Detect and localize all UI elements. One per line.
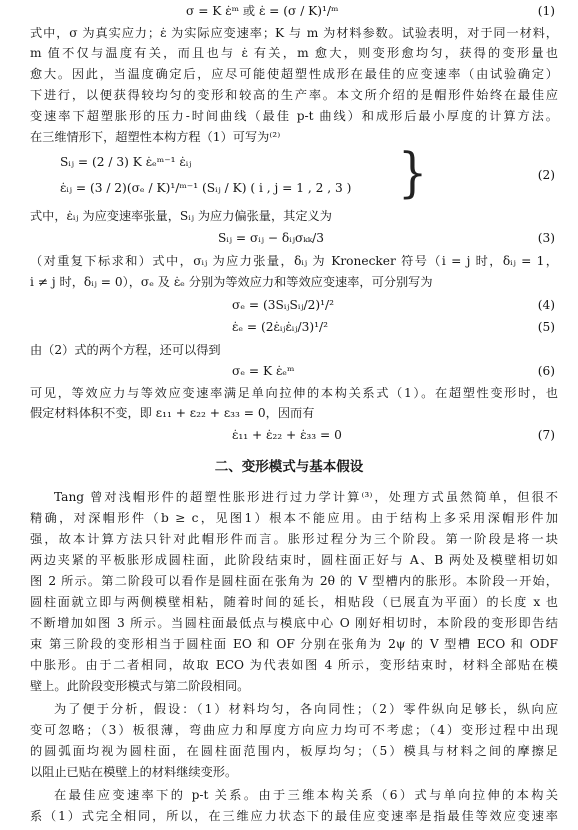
equation-1: σ = K ε̇ᵐ 或 ε̇ = (σ / K)¹/ᵐ xyxy=(186,4,339,18)
paragraph-1-line-2: m 值不仅与温度有关，而且也与 ε̇ 有关，m 愈大，则变形愈均匀，获得的变形量也 xyxy=(30,46,558,60)
paragraph-8-line-1: 在最佳应变速率下的 p-t 关系。由于三维本构关系（6）式与单向拉伸的本构关 xyxy=(54,788,558,802)
equation-7-number: (7) xyxy=(537,428,555,442)
paragraph-6-line-8: 束 第三阶段的变形相当于圆柱面 EO 和 OF 分别在张角为 2ψ 的 V 型槽 ECO 和 ODF xyxy=(30,637,558,651)
paragraph-6-line-7: 不断增加如图 3 所示。当圆柱面最低点与模底中心 O 刚好相切时，本阶段的变形即告结 xyxy=(30,616,558,630)
equation-3: Sᵢⱼ = σᵢⱼ − δᵢⱼσₖₖ/3 xyxy=(218,231,325,245)
equation-4: σₑ = (3SᵢⱼSᵢⱼ/2)¹/² xyxy=(232,298,335,312)
paragraph-1-line-5: 变速率下超塑胀形的压力-时间曲线（最佳 p-t 曲线）和成形后最小厚度的计算方法。 xyxy=(30,109,558,123)
section-heading: 二、变形模式与基本假设 xyxy=(214,459,364,475)
right-brace-icon: } xyxy=(398,141,428,204)
paragraph-6-line-1: Tang 曾对浅帽形件的超塑性胀形进行过力学计算⁽³⁾，处理方式虽然简单，但很不 xyxy=(54,490,558,504)
paragraph-6-line-4: 两边夹紧的平板胀形成圆柱面，此阶段结束时，圆柱面正好与 A、B 两处及模壁相切如 xyxy=(30,553,558,567)
equation-5-number: (5) xyxy=(537,320,555,334)
equation-2-line-1: Sᵢⱼ = (2 / 3) K ε̇ₑᵐ⁻¹ ε̇ᵢⱼ xyxy=(60,155,192,169)
paragraph-6-line-10: 壁上。此阶段变形模式与第二阶段相同。 xyxy=(30,679,250,693)
paragraph-5-line-1: 可见，等效应力与等效应变速率满足单向拉伸的本构关系式（1）。在超塑性变形时，也 xyxy=(30,386,558,400)
paragraph-6-line-3: 强，故本计算方法只针对此帽形件而言。胀形过程分为三个阶段。第一阶段是将一块 xyxy=(30,532,558,546)
equation-2-line-2: ε̇ᵢⱼ = (3 / 2)(σₑ / K)¹/ᵐ⁻¹ (Sᵢⱼ / K) ( i , j = 1 , 2 , 3 ) xyxy=(60,181,352,195)
equation-6: σₑ = K ε̇ₑᵐ xyxy=(232,364,295,378)
paragraph-1-line-1: 式中，σ 为真实应力；ε̇ 为实际应变速率；K 与 m 为材料参数。试验表明，对于同一材料， xyxy=(30,26,558,40)
paragraph-3-line-1: （对重复下标求和）式中，σᵢⱼ 为应力张量，δᵢⱼ 为 Kronecker 符号（i = j 时，δᵢⱼ = 1， xyxy=(30,254,558,268)
paragraph-1-line-6: 在三维情形下，超塑性本构方程（1）可写为⁽²⁾ xyxy=(30,130,281,144)
equation-2-number: (2) xyxy=(537,168,555,182)
paragraph-8-line-2: 系（1）式完全相同，所以，在三维应力状态下的最佳应变速率是指最佳等效应变速率 xyxy=(30,809,558,823)
equation-4-number: (4) xyxy=(537,298,555,312)
paragraph-1-line-4: 下进行，以便获得较均匀的变形和较高的生产率。本文所介绍的是帽形件始终在最佳应 xyxy=(30,88,558,102)
equation-7: ε̇₁₁ + ε̇₂₂ + ε̇₃₃ = 0 xyxy=(232,428,342,442)
equation-6-number: (6) xyxy=(537,364,555,378)
paragraph-6-line-2: 精确，对深帽形件（b ≥ c，见图1）根本不能应用。由于结构上多采用深帽形件加 xyxy=(30,511,558,525)
paragraph-4-line-1: 由（2）式的两个方程，还可以得到 xyxy=(30,343,221,357)
paragraph-7-line-1: 为了便于分析，假设：（1）材料均匀，各向同性；（2）零件纵向足够长，纵向应 xyxy=(54,702,558,716)
paragraph-7-line-3: 的圆弧面均视为圆柱面，在圆柱面范围内，板厚均匀；（5）模具与材料之间的摩擦足 xyxy=(30,744,558,758)
paragraph-2-line-1: 式中，ε̇ᵢⱼ 为应变速率张量，Sᵢⱼ 为应力偏张量，其定义为 xyxy=(30,209,332,223)
equation-5: ε̇ₑ = (2ε̇ᵢⱼε̇ᵢⱼ/3)¹/² xyxy=(232,320,328,334)
paragraph-3-line-2: i ≠ j 时，δᵢⱼ = 0），σₑ 及 ε̇ₑ 分别为等效应力和等效应变速率，可分别写为 xyxy=(30,275,433,289)
paragraph-1-line-3: 愈大。因此，当温度确定后，应尽可能使超塑性成形在最佳的应变速率（由试验确定） xyxy=(30,67,558,81)
paragraph-6-line-5: 图 2 所示。第二阶段可以看作是圆柱面在张角为 2θ 的 V 型槽内的胀形。本阶段一开始， xyxy=(30,574,558,588)
paragraph-6-line-6: 圆柱面就立即与两侧模壁相粘，随着时间的延长，相贴段（已展直为平面）的长度 x 也 xyxy=(30,595,558,609)
paragraph-7-line-4: 以阻止已贴在模壁上的材料继续变形。 xyxy=(30,765,238,779)
paragraph-5-line-2: 假定材料体积不变，即 ε₁₁ + ε₂₂ + ε₃₃ = 0，因而有 xyxy=(30,406,315,420)
equation-3-number: (3) xyxy=(537,231,555,245)
paragraph-6-line-9: 中胀形。由于二者相同，故取 ECO 为代表如图 4 所示，变形结束时，材料全部贴在模 xyxy=(30,658,558,672)
paragraph-7-line-2: 变可忽略；（3）板很薄，弯曲应力和厚度方向应力均可不考虑；（4）变形过程中出现 xyxy=(30,723,558,737)
equation-1-number: (1) xyxy=(537,4,555,18)
